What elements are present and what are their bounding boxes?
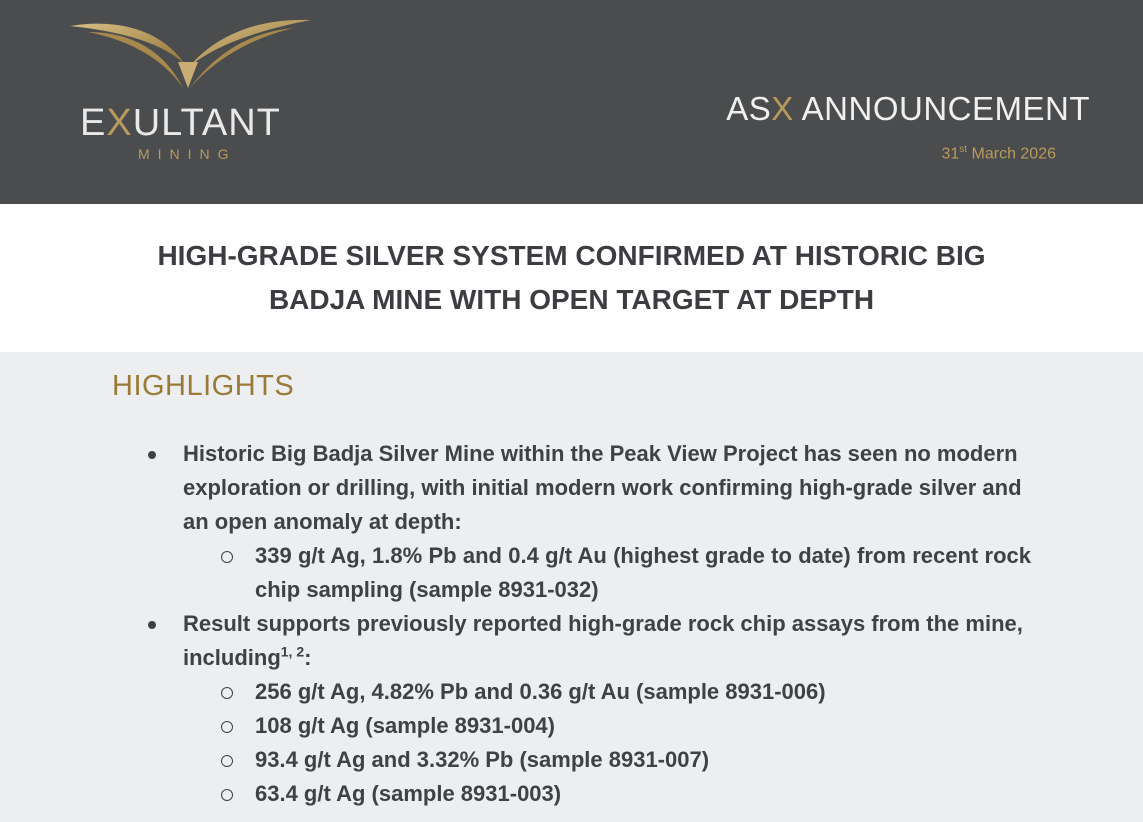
hollow-bullet-icon [221,755,233,767]
sub-list-item: 63.4 g/t Ag (sample 8931-003) [183,777,1031,811]
logo-wordmark: EXULTANT [80,102,281,144]
sub-list-item: 256 g/t Ag, 4.82% Pb and 0.36 g/t Au (sample 8931-006) [183,675,1031,709]
header-banner [0,0,1143,204]
bullet-icon [148,451,156,459]
list-item: Historic Big Badja Silver Mine within the Peak View Project has seen no modern exploration or drilling, with initial modern work confirming high-grade silver and an open anomaly at depth: 339 g/t Ag, 1.8% Pb and 0.4 g/t Au (highest grade to date) from recent rock chip sampling (sample 8931-032) [146,437,1031,607]
sub-list [183,539,1031,607]
sub-list-item: 108 g/t Ag (sample 8931-004) [183,709,1031,743]
document-title: HIGH-GRADE SILVER SYSTEM CONFIRMED AT HISTORIC BIG BADJA MINE WITH OPEN TARGET AT DEPTH [157,240,986,315]
hollow-bullet-icon [221,789,233,801]
hollow-bullet-icon [221,687,233,699]
highlights-section [0,352,1143,822]
sub-list-item: 93.4 g/t Ag and 3.32% Pb (sample 8931-007) [183,743,1031,777]
footnote-reference: 1, 2 [280,643,305,660]
wings-emblem-icon [68,18,313,98]
highlights-list [146,437,1031,811]
announcement-label: ASX ANNOUNCEMENT [726,90,1090,127]
hollow-bullet-icon [221,551,233,563]
bullet-icon [148,621,156,629]
hollow-bullet-icon [221,721,233,733]
list-item: Result supports previously reported high-grade rock chip assays from the mine, including$^{1, 2}$: 256 g/t Ag, 4.82% Pb and 0.36 g/t Au (sample 8931-006) 108 g/t Ag (sample 8931-004) 93.4 g/t Ag and 3.32% Pb (sample 8931-007) 63.4 g/t Ag (sample 8931-003) [146,607,1031,811]
company-logo [60,18,320,168]
title-section [0,204,1143,352]
highlights-heading: HIGHLIGHTS [112,370,295,402]
sub-list [183,675,1031,811]
sub-list-item: 339 g/t Ag, 1.8% Pb and 0.4 g/t Au (highest grade to date) from recent rock chip sampling (sample 8931-032) [183,539,1031,607]
logo-subtitle: MINING [138,146,237,162]
announcement-date: 31st March 2026 [941,144,1056,163]
